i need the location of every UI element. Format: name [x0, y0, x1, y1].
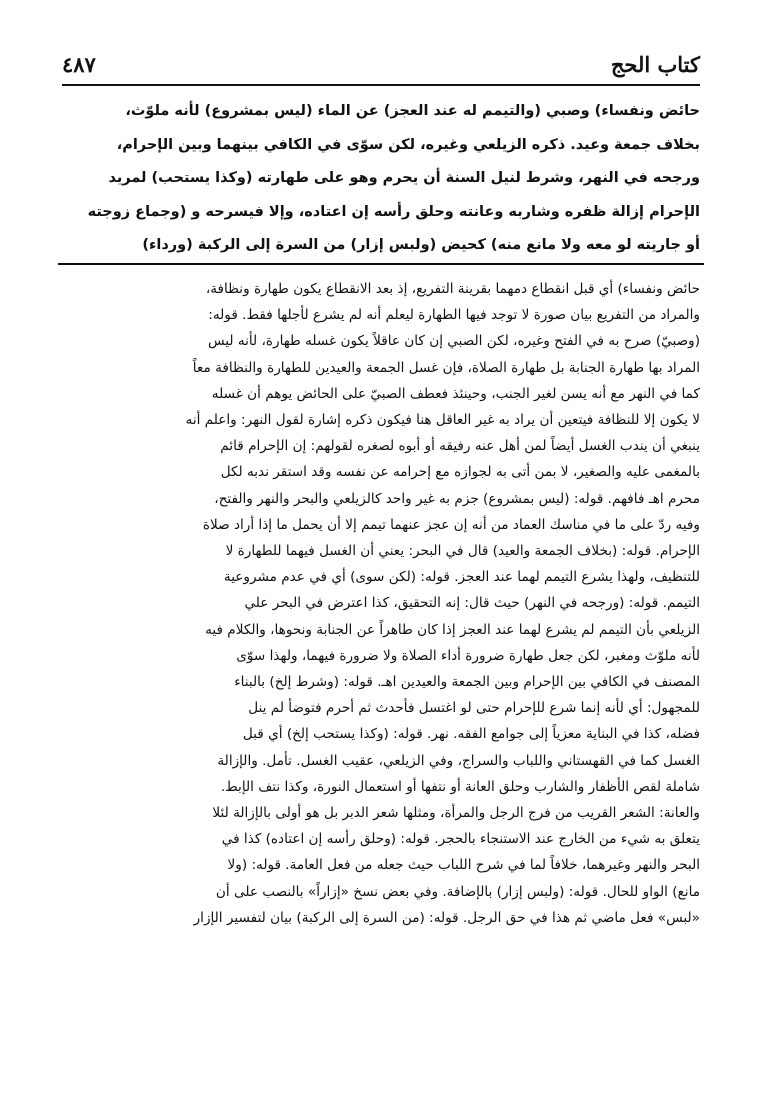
commentary-line: الإحرام. قوله: (بخلاف الجمعة والعيد) قال في البحر: يعني أن الغسل فيهما للطهارة لا: [225, 543, 700, 560]
commentary-line: المراد بها طهارة الجنابة بل طهارة الصلاة، فإن غسل الجمعة والعيدين للطهارة والنظافة معاً: [192, 359, 700, 376]
commentary-line: البحر والنهر وغيرهما، خلافاً لما في شرح اللباب حيث جعله من فعل العامة. قوله: (ولا: [227, 857, 700, 874]
commentary-line: شاملة لقص الأظفار والشارب وحلق العانة أو نتفها أو استعمال النورة، وكذا نتف الإبط.: [220, 778, 700, 795]
main-text-line: حائض ونفساء) وصبي (والتيمم له عند العجز) عن الماء (ليس بمشروع) لأنه ملوّث،: [125, 103, 700, 119]
commentary-line: وفيه ردّ على ما في مناسك العماد من أنه إن عجز عنهما تيمم إلا أن يحمل ما إذا أراد صلاة: [202, 516, 700, 533]
commentary-line: والعانة: الشعر القريب من فرج الرجل والمرأة، ومثلها شعر الدبر بل هو أولى بالإزالة لئلا: [212, 805, 700, 822]
page-number: ٤٨٧: [62, 51, 96, 77]
commentary-line: التيمم. قوله: (ورجحه في النهر) حيث قال: إنه التحقيق، كذا اعترض في البحر علي: [244, 595, 700, 612]
commentary-line: فضله، كذا في البناية معزياً إلى جوامع الفقه. نهر. قوله: (وكذا يستحب إلخ) أي قبل: [242, 726, 700, 743]
commentary-line: ينبغي أن يندب الغسل أيضاً لمن أهل عنه رفيقه أو أبوه لصغره لقولهم: إن الإحرام قائم: [220, 438, 700, 455]
commentary-line: كما في النهر مع أنه يسن لغير الجنب، وحينئذ فعطف الصبيّ على الحائض يوهم أن غسله: [211, 385, 700, 402]
commentary-line: يتعلق به شيء من الخارج عند الاستنجاء بالحجر. قوله: (وحلق رأسه إن اعتاده) كذا في: [221, 831, 700, 848]
section-divider: [58, 263, 704, 265]
main-text: [66, 95, 700, 263]
commentary-line: للمجهول: أي لأنه إنما شرع للإحرام حتى لو اغتسل فأحدث ثم أحرم فتوضأ لم ينل: [248, 700, 700, 717]
commentary-line: الغسل كما في القهستاني واللباب والسراج، وفي الزيلعي، عقيب الغسل. تأمل. والإزالة: [217, 752, 700, 769]
commentary-line: لأنه ملوّث ومغبر، لكن جعل طهارة ضرورة أداء الصلاة ولا ضرورة فيهما، ولهذا سوّى: [236, 647, 700, 664]
main-text-line: بخلاف جمعة وعيد. ذكره الزيلعي وغيره، لكن سوّى في الكافي بينهما وبين الإحرام،: [116, 136, 700, 153]
running-title: كتاب الحج: [610, 51, 700, 77]
commentary-line: الزيلعي بأن التيمم لم يشرع لهما عند العجز إذا كان طاهراً عن الجنابة ونحوها، والكلام فيه: [205, 621, 700, 638]
commentary-line: حائض ونفساء) أي قبل انقطاع دمهما بقرينة التفريع، إذ بعد الانقطاع يكون طهارة ونظافة،: [205, 281, 700, 297]
commentary-line: للتنظيف، ولهذا يشرع التيمم لهما عند العجز. قوله: (لكن سوى) أي في عدم مشروعية: [223, 569, 700, 586]
commentary-line: والمراد من التفريع بيان صورة لا توجد فيها الطهارة ليعلم أنه لم يشرع لأجلها فقط. قوله:: [208, 307, 700, 324]
commentary-line: لا يكون إلا للنظافة فيتعين أن يراد به غير العاقل هنا فيكون ذكره إشارة لقول النهر: واعلم أنه: [185, 412, 700, 429]
main-text-line: أو جاريته لو معه ولا مانع منه) كحيض (ولبس إزار) من السرة إلى الركبة (ورداء): [142, 237, 700, 253]
commentary-line: محرم اهـ فافهم. قوله: (ليس بمشروع) جزم به غير واحد كالزيلعي والبحر والنهر والفتح،: [214, 490, 700, 507]
commentary-line: بالمغمى عليه والصغير، لا بمن أتى به لجوازه مع إحرامه عن نفسه وقد استقر ندبه لكل: [220, 464, 700, 481]
commentary-line: «لبس» فعل ماضي ثم هذا في حق الرجل. قوله: (من السرة إلى الركبة) بيان لتفسير الإزار: [193, 909, 700, 926]
commentary-line: (وصبيّ) صرح به في الفتح وغيره، لكن الصبي إن كان عاقلاً يكون غسله طهارة، لأنه ليس: [207, 333, 700, 350]
main-text-line: الإحرام إزالة ظفره وشاربه وعانته وحلق رأسه إن اعتاده، وإلا فيسرحه و (وجماع زوجته: [87, 203, 700, 220]
page-header: [62, 44, 700, 86]
main-text-line: ورجحه في النهر، وشرط لنيل السنة أن يحرم وهو على طهارته (وكذا يستحب) لمريد: [108, 170, 700, 186]
commentary-line: المصنف في الكافي بين الإحرام وبين الجمعة والعيدين اهـ. قوله: (وشرط إلخ) بالبناء: [234, 674, 700, 691]
commentary-line: مانع) الواو للحال. قوله: (ولبس إزار) بالإضافة. وفي بعض نسخ «إزاراً» بالنصب على أن: [215, 883, 700, 900]
commentary-text: [66, 276, 700, 931]
